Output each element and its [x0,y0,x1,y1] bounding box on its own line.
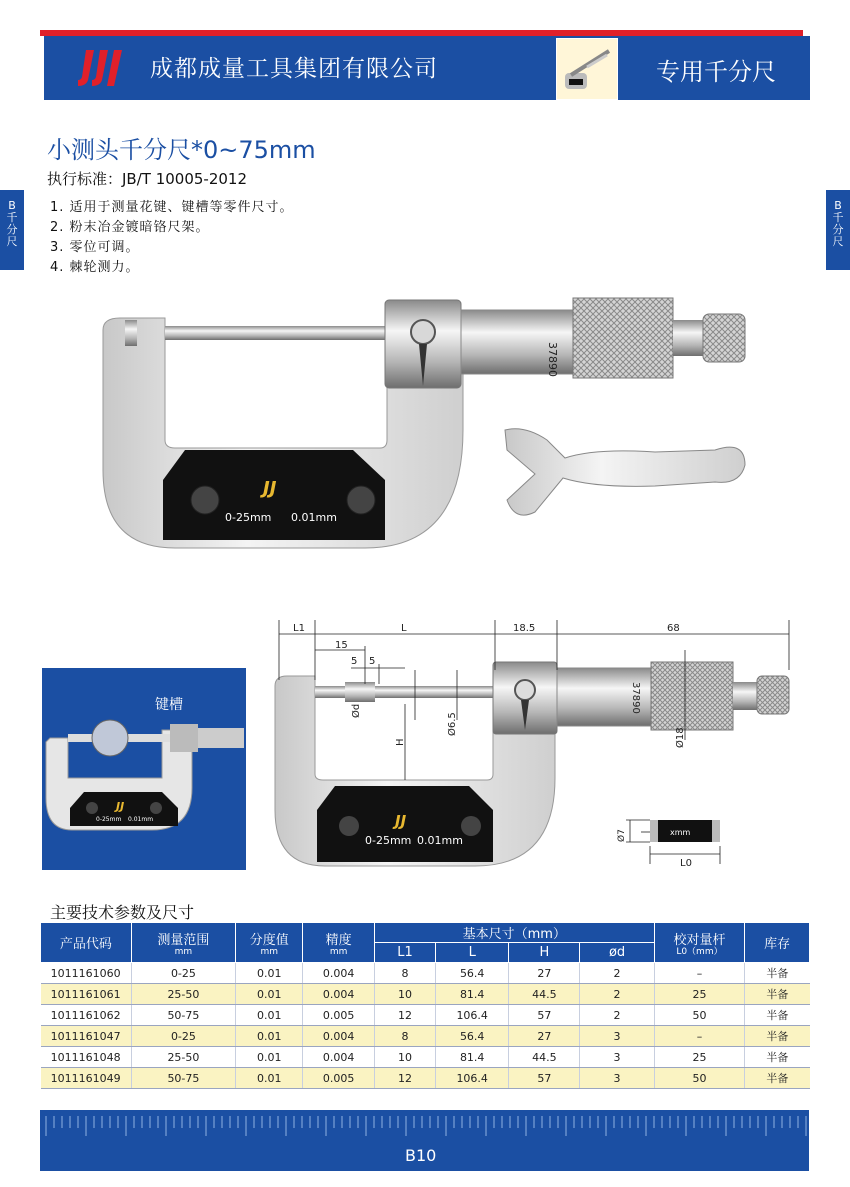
cell: 0.004 [303,1047,374,1068]
cell: 2 [580,1005,654,1026]
cell: 3 [580,1047,654,1068]
cell: 56.4 [436,963,509,984]
cell: 0-25 [131,1026,235,1047]
cell: 1011161048 [41,1047,132,1068]
dim-5b: 5 [369,656,376,667]
cell: 0.01 [236,1068,303,1089]
dim-L: L [401,623,407,634]
dim-L1: L1 [293,623,305,634]
side-tab-line: 尺 [832,235,844,248]
dim-68: 68 [667,623,680,634]
th-H: H [509,943,580,963]
cell: 0-25 [131,963,235,984]
table-row [41,1005,810,1026]
cell: 25-50 [131,1047,235,1068]
cell: 半备 [745,1026,810,1047]
sleeve-scale-digits: 37890 [546,342,559,377]
dim-o6-5: Ø6.5 [447,712,458,736]
cell: 0.01 [236,1005,303,1026]
keyway-label: 键槽 [155,697,183,713]
cell: 3 [580,1026,654,1047]
table-title: 主要技术参数及尺寸 [50,903,195,922]
cell: 半备 [745,963,810,984]
category-title: 专用千分尺 [656,58,776,86]
th-range: 测量范围 mm [131,923,235,963]
keyway-inset-photo [42,668,246,870]
cell: 56.4 [436,1026,509,1047]
feature-item: 2. 粉末冶金镀暗铬尺架。 [50,220,210,235]
cell: 1011161060 [41,963,132,984]
cell: 25-50 [131,984,235,1005]
spec-table [40,922,810,1089]
drawing-sleeve-digits: 37890 [630,682,641,714]
cell: 50 [654,1005,745,1026]
cell: 27 [509,1026,580,1047]
cell: 1011161062 [41,1005,132,1026]
dim-18-5: 18.5 [513,623,536,634]
table-row [41,984,810,1005]
inset-resolution-text: 0.01mm [128,816,154,823]
side-tab-line: 千 [6,211,18,224]
side-tab-left[interactable] [0,190,24,270]
cell: 10 [374,1047,435,1068]
drawing-logo-text: JJ [395,812,407,830]
cell: 50 [654,1068,745,1089]
cell: 0.01 [236,1047,303,1068]
company-logo [72,44,132,90]
category-thumbnail [556,38,618,100]
cell: 57 [509,1005,580,1026]
side-tab-line: 尺 [6,235,18,248]
setting-rod-drawing [606,810,736,874]
cell: 2 [580,963,654,984]
cell: – [654,963,745,984]
th-accuracy: 精度 mm [303,923,374,963]
cell: 10 [374,984,435,1005]
th-stock: 库存 [745,923,810,963]
cell: 0.004 [303,963,374,984]
cell: 25 [654,984,745,1005]
dim-o7: Ø7 [617,829,627,842]
inset-range-text: 0-25mm [96,816,122,823]
table-row [41,1047,810,1068]
cell: 0.004 [303,1026,374,1047]
dim-o18: Ø18 [675,727,686,748]
side-tab-line: 分 [832,223,844,236]
th-graduation: 分度值 mm [236,923,303,963]
page-number: B10 [405,1146,437,1165]
feature-item: 3. 零位可调。 [50,240,140,255]
th-setting-rod: 校对量杆 L0（mm） [654,923,745,963]
table-row [41,1068,810,1089]
cell: 0.004 [303,984,374,1005]
cell: – [654,1026,745,1047]
cell: 半备 [745,1047,810,1068]
cell: 半备 [745,1005,810,1026]
micrometer-photo [95,290,755,555]
cell: 57 [509,1068,580,1089]
cell: 0.01 [236,984,303,1005]
feature-item: 1. 适用于测量花键、键槽等零件尺寸。 [50,200,294,215]
cell: 半备 [745,984,810,1005]
cell: 0.01 [236,1026,303,1047]
cell: 12 [374,1005,435,1026]
product-title: 小测头千分尺*0~75mm [47,136,316,164]
cell: 81.4 [436,1047,509,1068]
table-row [41,963,810,984]
cell: 12 [374,1068,435,1089]
badge-range-text: 0-25mm [225,511,272,524]
cell: 2 [580,984,654,1005]
th-basic-dimensions: 基本尺寸（mm） [374,923,654,943]
cell: 8 [374,1026,435,1047]
table-row [41,1026,810,1047]
side-tab-line: 千 [832,211,844,224]
dim-5a: 5 [351,656,358,667]
cell: 半备 [745,1068,810,1089]
th-L1: L1 [374,943,435,963]
dim-od: Ød [351,703,362,718]
cell: 27 [509,963,580,984]
cell: 106.4 [436,1068,509,1089]
rod-xmm-label: xmm [670,828,691,837]
th-d: ød [580,943,654,963]
th-L: L [436,943,509,963]
cell: 44.5 [509,1047,580,1068]
dim-L0: L0 [680,858,692,869]
cell: 1011161049 [41,1068,132,1089]
cell: 106.4 [436,1005,509,1026]
ruler-scale [40,1110,809,1140]
cell: 50-75 [131,1005,235,1026]
side-tab-line: B [8,199,16,212]
drawing-range-text: 0-25mm [365,834,412,847]
cell: 81.4 [436,984,509,1005]
company-name: 成都成量工具集团有限公司 [150,56,438,82]
product-standard: 执行标准：JB/T 10005-2012 [47,170,248,188]
cell: 1011161061 [41,984,132,1005]
cell: 8 [374,963,435,984]
cell: 25 [654,1047,745,1068]
side-tab-line: B [834,199,842,212]
cell: 3 [580,1068,654,1089]
dim-H: H [395,738,406,746]
th-code: 产品代码 [41,923,132,963]
feature-item: 4. 棘轮测力。 [50,260,140,275]
badge-logo-text: JJ [263,478,277,499]
side-tab-right[interactable] [826,190,850,270]
inset-logo-text: JJ [116,800,125,813]
cell: 0.005 [303,1005,374,1026]
drawing-resolution-text: 0.01mm [417,834,463,847]
cell: 0.01 [236,963,303,984]
side-tab-line: 分 [6,223,18,236]
cell: 1011161047 [41,1026,132,1047]
cell: 50-75 [131,1068,235,1089]
dim-15: 15 [335,640,348,651]
cell: 0.005 [303,1068,374,1089]
badge-resolution-text: 0.01mm [291,511,337,524]
cell: 44.5 [509,984,580,1005]
